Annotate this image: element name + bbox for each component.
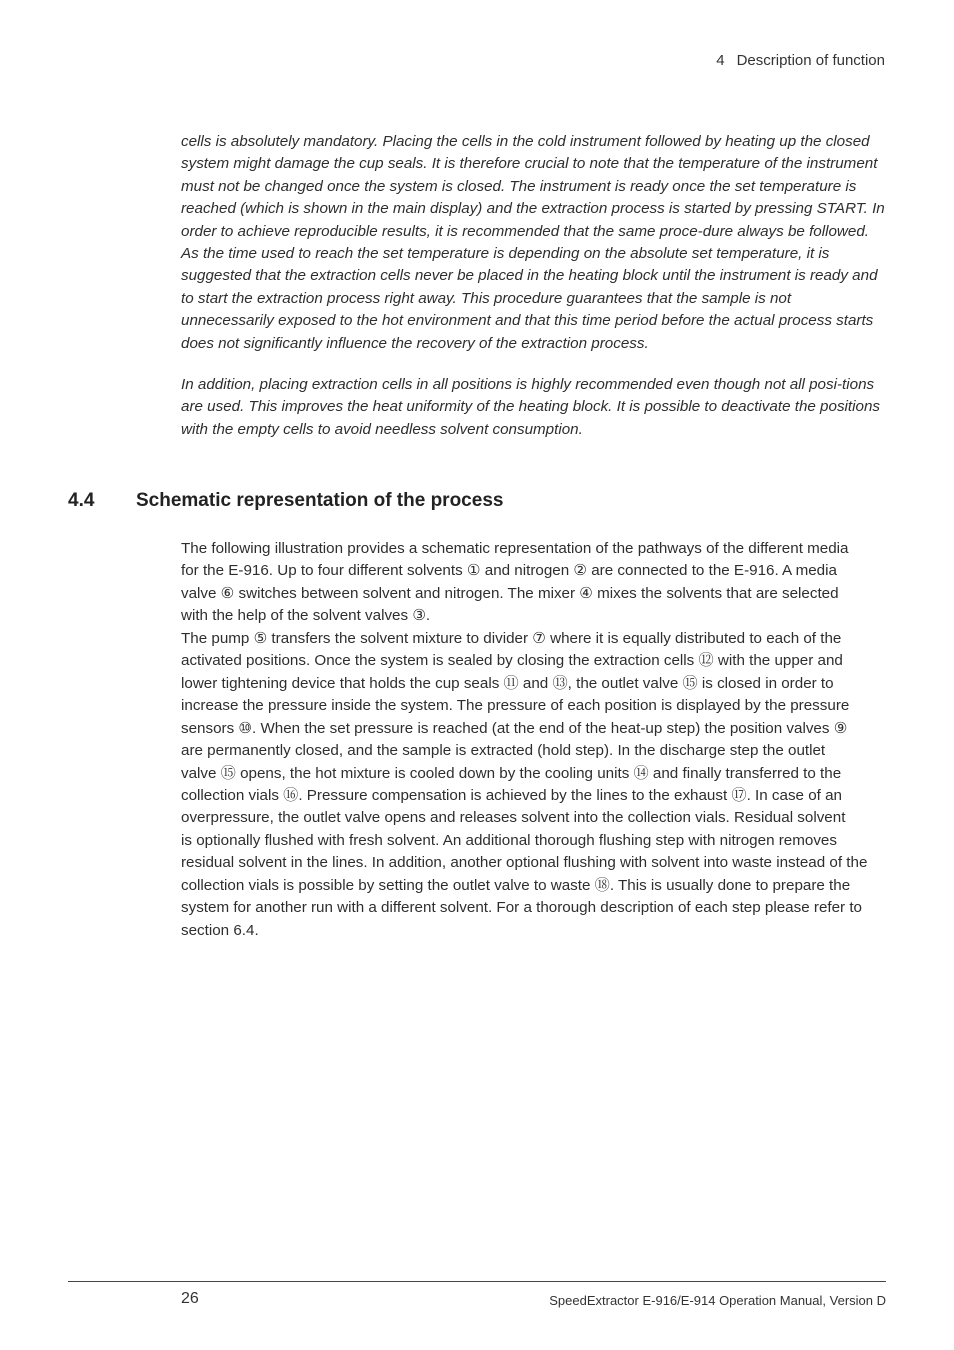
body-line: increase the pressure inside the system. The pressure of each position is displayed by the pressure (181, 697, 850, 715)
body-line: system for another run with a different solvent. For a thorough description of each step please refer to (181, 899, 862, 917)
body-line: residual solvent in the lines. In addition, another optional flushing with solvent into waste instead of the (181, 854, 868, 872)
page-number: 26 (181, 1290, 199, 1307)
body-line: collection vials is possible by setting the outlet valve to waste ⑱. This is usually done to prepare the (181, 876, 851, 894)
header-chapter-number: 4 (716, 52, 725, 69)
intro-paragraph-1: cells is absolutely mandatory. Placing the cells in the cold instrument followed by heating up the closed system might damage the cup seals. It is therefore crucial to note that the temperature of the instrument must not be changed once the system is closed. The instrument is ready once the set temperature is reached (which is shown in the main display) and the extraction process is started by pressing START. In order to achieve reproducible results, it is recommended that the same proce-dure always be followed. As the time used to reach the set temperature is depending on the absolute set temperature, it is suggested that the extraction cells never be placed in the heating block until the instrument is ready and to start the extraction process right away. This procedure guarantees that the sample is not unnecessarily exposed to the hot environment and that this time period before the actual process starts does not significantly influence the recovery of the extraction process. (181, 133, 885, 352)
body-line: activated positions. Once the system is sealed by closing the extraction cells ⑫ with the upper and (181, 652, 843, 670)
body-line: is optionally flushed with fresh solvent. An additional thorough flushing step with nitrogen removes (181, 831, 837, 849)
section-heading (68, 490, 503, 512)
body-line: with the help of the solvent valves ③. (181, 607, 431, 625)
footer-divider (68, 1281, 886, 1282)
header-chapter-title: Description of function (736, 52, 885, 69)
body-line: valve ⑮ opens, the hot mixture is cooled down by the cooling units ⑭ and finally transferred to the (181, 764, 842, 782)
body-line: section 6.4. (181, 921, 259, 939)
section-title: Schematic representation of the process (136, 490, 504, 511)
body-line: for the E-916. Up to four different solvents ① and nitrogen ② are connected to the E-916. A media (181, 562, 837, 580)
footer-document-title: SpeedExtractor E-916/E-914 Operation Manual, Version D (549, 1293, 886, 1308)
body-line: The pump ⑤ transfers the solvent mixture to divider ⑦ where it is equally distributed to each of the (181, 629, 842, 647)
body-line: lower tightening device that holds the cup seals ⑪ and ⑬, the outlet valve ⑮ is closed in order to (181, 674, 834, 692)
section-number: 4.4 (68, 490, 95, 511)
body-line: The following illustration provides a schematic representation of the pathways of the different media (181, 540, 849, 557)
intro-paragraph-2: In addition, placing extraction cells in all positions is highly recommended even though not all posi-tions are used. This improves the heat uniformity of the heating block. It is possible to deactivate the positions with the empty cells to avoid needless solvent consumption. (181, 376, 881, 438)
body-line: are permanently closed, and the sample is extracted (hold step). In the discharge step the outlet (181, 742, 826, 760)
body-line: overpressure, the outlet valve opens and releases solvent into the collection vials. Residual solvent (181, 809, 846, 827)
body-line: collection vials ⑯. Pressure compensation is achieved by the lines to the exhaust ⑰. In case of an (181, 786, 843, 804)
running-header (716, 52, 885, 69)
body-line: sensors ⑩. When the set pressure is reached (at the end of the heat-up step) the position valves ⑨ (181, 719, 848, 737)
section-body (181, 538, 887, 942)
body-line: valve ⑥ switches between solvent and nitrogen. The mixer ④ mixes the solvents that are selected (181, 584, 839, 602)
